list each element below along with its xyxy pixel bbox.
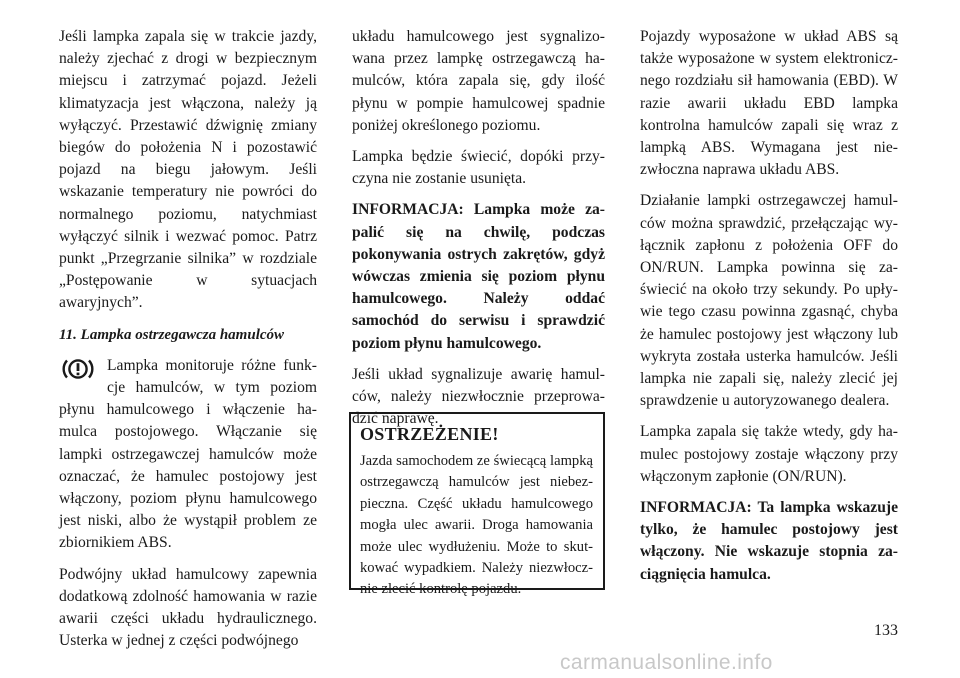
- info-note: INFORMACJA: Ta lampka wskazuje tylko, że hamulec postojowy jest włączony. Nie wskazuje stopnia zaciągnięcia hamulca.: [640, 499, 898, 583]
- paragraph: Działanie lampki ostrzegawczej hamulców można sprawdzić, przełączając wyłącznik zapłonu z położenia OFF do ON/RUN. Lampka powinna się zaświecić na około trzy sekundy. Po upływie tego czasu powinna zgasnąć, chyba że hamulec postojowy jest włączony lub wykryta została usterka hamulców. Jeśli lampka nie zapali się, należy zlecić jej sprawdzenie u autoryzowanego dealera.: [640, 192, 898, 410]
- column-3: [640, 26, 898, 595]
- column-2: [352, 26, 605, 439]
- warning-text: Jazda samochodem ze świecącą lampką ostrzegawczą hamulców jest niebezpieczna. Część układu hamulcowego mogła ulec awarii. Droga hamowania może ulec wydłużeniu. Może to skutkować wypadkiem. Należy niezwłocznie zlecić kontrolę pojazdu.: [360, 453, 593, 598]
- paragraph: układu hamulcowego jest sygnalizowana przez lampkę ostrzegawczą hamulców, która zapala się, gdy ilość płynu w pompie hamulcowej spadnie poniżej określonego poziomu.: [352, 28, 605, 134]
- paragraph: Jeśli układ sygnalizuje awarię hamulców, należy niezwłocznie przeprowadzić naprawę.: [352, 365, 605, 428]
- page-number: 133: [874, 622, 898, 639]
- paragraph: Jeśli lampka zapala się w trakcie jazdy, należy zjechać z drogi w bezpiecznym miejscu i zatrzymać pojazd. Jeżeli klimatyzacja jest włączona, należy ją wyłączyć. Przestawić dźwignię zmiany biegów do położenia N i pozostawić pojazd na biegu jałowym. Jeśli wskazanie temperatury nie powróci do normalnego poziomu, natychmiast wyłączyć silnik i wezwać pomoc. Patrz punkt „Przegrzanie silnika” w rozdziale „Postępowanie w sytuacjach awaryjnych”.: [59, 28, 317, 312]
- warning-title: OSTRZEŻENIE!: [360, 424, 499, 444]
- paragraph: Lampka będzie świecić, dopóki przyczyna nie zostanie usunięta.: [352, 148, 605, 188]
- warning-box: [349, 412, 605, 598]
- section-heading: 11. Lampka ostrzegawcza hamulców: [59, 326, 285, 343]
- watermark: carmanualsonline.info: [560, 651, 773, 674]
- brake-warning-icon: [61, 357, 95, 381]
- paragraph: [59, 355, 317, 555]
- paragraph: Podwójny układ hamulcowy zapewnia dodatkową zdolność hamowania w razie awarii części układu hydraulicznego. Usterka w jednej z części podwójnego: [59, 565, 317, 650]
- column-1: [59, 26, 317, 661]
- paragraph-text: Lampka monitoruje różne funkcje hamulców, w tym poziom płynu hamulcowego i włączenie hamulca postojowego. Włączanie się lampki ostrzegawczej hamulców może oznaczać, że hamulec postojowy jest włączony, poziom płynu hamulcowego jest niski, albo że wystąpił problem ze zbiornikiem ABS.: [59, 356, 317, 552]
- info-note: INFORMACJA: Lampka może zapalić się na chwilę, podczas pokonywania ostrych zakrętów, gdyż wówczas zmienia się poziom płynu hamulcowego. Należy oddać samochód do serwisu i sprawdzić poziom płynu hamulcowego.: [352, 201, 605, 352]
- paragraph: Pojazdy wyposażone w układ ABS są także wyposażone w system elektronicznego rozdziału sił hamowania (EBD). W razie awarii układu EBD lampka kontrolna hamulców zapali się wraz z lampką ABS. Wymagana jest niezwłoczna naprawa układu ABS.: [640, 28, 898, 179]
- paragraph: Lampka zapala się także wtedy, gdy hamulec postojowy zostaje włączony przy włączonym zapłonie (ON/RUN).: [640, 423, 898, 485]
